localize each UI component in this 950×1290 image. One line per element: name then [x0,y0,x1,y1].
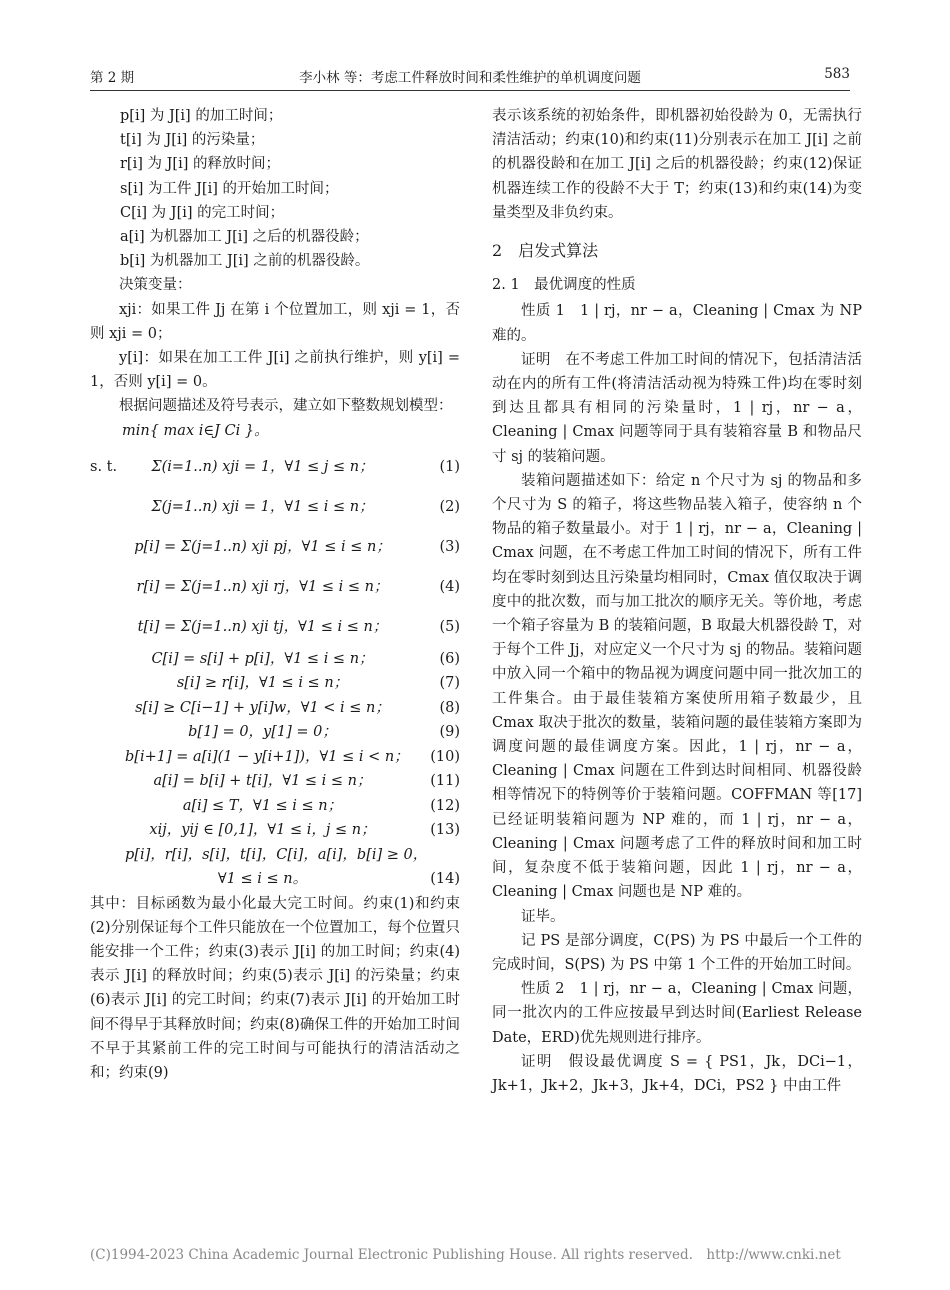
equation-number: (2) [439,498,460,515]
constraint-explanation: 其中：目标函数为最小化最大完工时间。约束(1)和约束(2)分别保证每个工件只能放在一个位置加工，每个位置只能安排一个工件；约束(3)表示 J[i] 的加工时间；约束(4)表示 J[i] 的释放时间；约束(5)表示 J[i] 的污染量；约束(6)表示 J[i] 的完工时间；约束(7)表示 J[i] 的开始加工时间不得早于其释放时间；约束(8)确保工件的开始加工时间不早于其紧前工件的完工时间与可能执行的清洁活动之和；约束(9) [90,895,460,1082]
property-2: 性质 2 1 | rj，nr − a，Cleaning | Cmax 问题，同一批次内的工件应按最早到达时间(Earliest Release Date，ERD)优先规则进行排序。 [492,981,862,1046]
equation-number: (12) [430,797,460,814]
running-title: 李小林 等：考虑工件释放时间和柔性维护的单机调度问题 [299,70,641,86]
equation-number: (6) [439,650,460,667]
equation-row [90,696,460,721]
equation-row [90,867,460,892]
section-heading: 2 启发式算法 [492,241,599,261]
decision-variable-y: y[i]：如果在加工工件 J[i] 之前执行维护，则 y[i] = 1，否则 y[i] = 0。 [90,350,460,391]
equation-row [90,794,460,819]
partial-schedule-definition: 记 PS 是部分调度，C(PS) 为 PS 中最后一个工件的完成时间，S(PS) 为 PS 中第 1 个工件的开始加工时间。 [492,932,862,973]
equation-number: (4) [439,578,460,595]
bin-packing-paragraph: 装箱问题描述如下：给定 n 个尺寸为 sj 的物品和多个尺寸为 S 的箱子，将这些物品装入箱子，使容纳 n 个物品的箱子数量最小。对于 1 | rj，nr − a，Cleaning | Cmax 问题，在不考虑工件加工时间的情况下，所有工件均在零时刻到达且污染量均相同时，Cmax 值仅取决于调度中的批次数，而与加工批次的顺序无关。等价地，考虑一个箱子容量为 B 的装箱问题，B 取最大机器役龄 T，对于每个工件 Jj，对应定义一个尺寸为 sj 的物品。装箱问题中放入同一个箱中的物品视为调度问题中同一批次加工的工件集合。由于最佳装箱方案使所用箱子数最少，且 Cmax 取决于批次的数量，装箱问题的最佳装箱方案即为调度问题的最佳调度方案。因此，1 | rj，nr − a，Cleaning | Cmax 问题在工件到达时间相同、机器役龄相等情况下的特例等价于装箱问题。COFFMAN 等[17] 已经证明装箱问题为 NP 难的，而 1 | rj，nr − a，Cleaning | Cmax 问题考虑了工件的释放时间和加工时间，复杂度不低于装箱问题，因此 1 | rj，nr − a，Cleaning | Cmax 问题也是 NP 难的。 [492,472,862,901]
equation-number: (9) [439,724,460,741]
property-1: 性质 1 1 | rj，nr − a，Cleaning | Cmax 为 NP 难的。 [492,303,862,344]
model-intro: 根据问题描述及符号表示，建立如下整数规划模型： [119,398,453,415]
equation-body: s[i] ≥ C[i−1] + y[i]w，∀1 < i ≤ n； [135,699,390,716]
decision-variable-x: xji：如果工件 Jj 在第 i 个位置加工，则 xji = 1，否则 xji = 0； [90,301,460,342]
equation-body: r[i] = Σ(j=1..n) xji rj，∀1 ≤ i ≤ n； [136,578,389,595]
equation-row [90,843,460,868]
equation-body: ∀1 ≤ i ≤ n。 [217,871,308,888]
equation-body: a[i] = b[i] + t[i]，∀1 ≤ i ≤ n； [153,773,372,790]
qed: 证毕。 [521,908,565,925]
objective-function: min{ max i∈J Ci }。 [122,422,269,439]
page-number: 583 [824,66,850,82]
right-column [492,104,862,1098]
constraint-list [90,447,460,892]
equation-row [90,607,460,647]
equation-number: (8) [439,699,460,716]
equation-body: xij，yij ∈ [0,1]，∀1 ≤ i，j ≤ n； [149,822,376,839]
equation-body: s[i] ≥ r[i]，∀1 ≤ i ≤ n； [176,675,349,692]
proof-2: 证明 假设最优调度 S = { PS1，Jk，DCi−1，Jk+1，Jk+2，Jk+3，Jk+4，DCi，PS2 } 中由工件 [492,1053,862,1094]
equation-body: b[i+1] = a[i](1 − y[i+1])，∀1 ≤ i < n； [125,748,409,765]
symbol-definition: r[i] 为 J[i] 的释放时间； [120,156,280,173]
symbol-definition: s[i] 为工件 J[i] 的开始加工时间； [120,180,339,197]
equation-row [90,720,460,745]
symbol-definition: a[i] 为机器加工 J[i] 之后的机器役龄； [120,229,369,246]
running-header [90,66,850,88]
continuation-paragraph: 表示该系统的初始条件，即机器初始役龄为 0，无需执行清洁活动；约束(10)和约束(11)分别表示在加工 J[i] 之前的机器役龄和在加工 J[i] 之后的机器役龄；约束(12)保证机器连续工作的役龄不大于 T；约束(13)和约束(14)为变量类型及非负约束。 [492,108,862,221]
decision-heading: 决策变量： [119,277,192,294]
equation-body: Σ(j=1..n) xji = 1，∀1 ≤ i ≤ n； [151,498,374,515]
equation-body: Σ(i=1..n) xji = 1，∀1 ≤ j ≤ n； [151,458,374,475]
symbol-definitions [90,104,460,273]
equation-body: p[i]，r[i]，s[i]，t[i]，C[i]，a[i]，b[i] ≥ 0， [125,846,428,863]
symbol-definition: C[i] 为 J[i] 的完工时间； [120,204,285,221]
equation-row [90,527,460,567]
equation-row [90,487,460,527]
equation-number: (3) [439,538,460,555]
equation-row [90,671,460,696]
equation-body: C[i] = s[i] + p[i]，∀1 ≤ i ≤ n； [151,650,374,667]
issue-number: 第 2 期 [90,70,135,86]
equation-number: (1) [439,458,460,475]
equation-row [90,818,460,843]
equation-number: (10) [430,748,460,765]
proof-1: 证明 在不考虑工件加工时间的情况下，包括清洁活动在内的所有工件(将清洁活动视为特殊工件)均在零时刻到达且都具有相同的污染量时，1 | rj，nr − a，Cleaning | Cmax 问题等同于具有装箱容量 B 和物品尺寸 sj 的装箱问题。 [492,351,862,465]
equation-row [90,769,460,794]
left-column [90,104,460,1085]
equation-body: t[i] = Σ(j=1..n) xji tj，∀1 ≤ i ≤ n； [137,618,388,635]
equation-number: (5) [439,618,460,635]
equation-body: p[i] = Σ(j=1..n) xji pj，∀1 ≤ i ≤ n； [134,538,391,555]
equation-number: (7) [439,675,460,692]
equation-number: (11) [430,773,460,790]
equation-row [90,745,460,770]
header-rule [90,90,850,91]
equation-row [90,647,460,672]
equation-number: (14) [430,871,460,888]
copyright-footer: (C)1994-2023 China Academic Journal Electronic Publishing House. All rights reserved. http://www.cnki.net [90,1247,841,1263]
symbol-definition: b[i] 为机器加工 J[i] 之前的机器役龄。 [120,253,370,270]
subsection-heading: 2. 1 最优调度的性质 [492,277,636,294]
equation-row [90,447,460,487]
equation-row [90,567,460,607]
equation-number: (13) [430,822,460,839]
subject-to-label: s. t. [90,458,118,475]
equation-body: b[1] = 0，y[1] = 0； [188,724,337,741]
symbol-definition: p[i] 为 J[i] 的加工时间； [120,108,283,124]
equation-body: a[i] ≤ T，∀1 ≤ i ≤ n； [182,797,343,814]
symbol-definition: t[i] 为 J[i] 的污染量； [120,132,265,149]
